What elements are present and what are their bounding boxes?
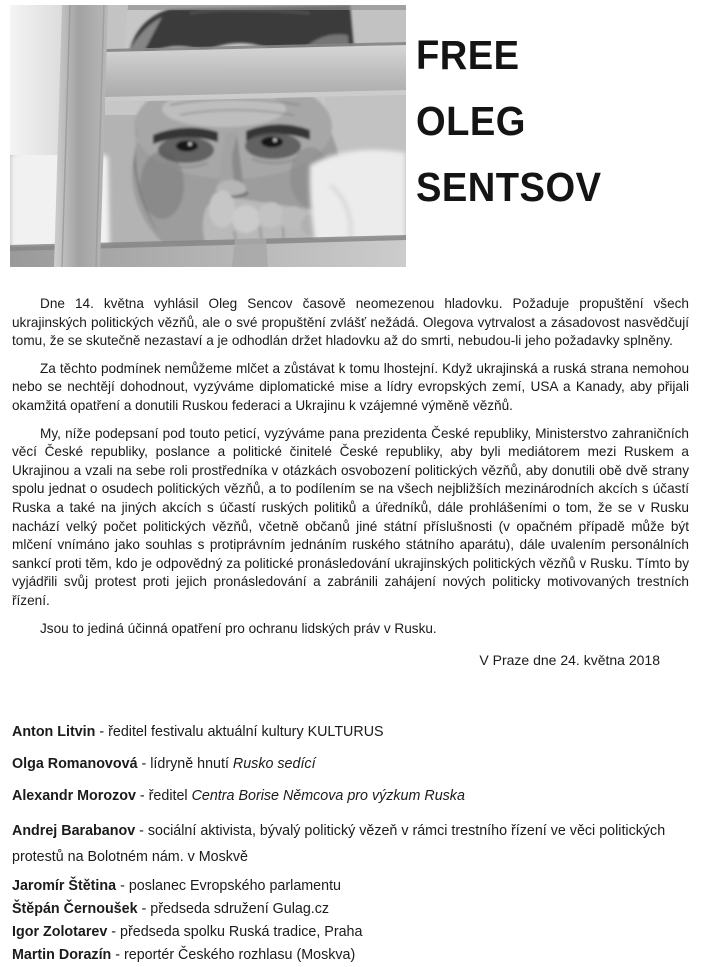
signatory-separator: - (135, 788, 149, 804)
signatory-separator: - (135, 823, 148, 839)
petition-paragraph-1: Dne 14. května vyhlásil Oleg Sencov časově neomezenou hladovku. Požaduje propuštění všech ukrajinských politických vězňů, ale o své propuštění zvlášť nežádá. Olegova vytrvalost a zásadovost nasvědčují tomu, že se skutečně nezastaví a je odhodlán držet hladovku až do smrti, nebudou-li jeho požadavky splněny. (12, 296, 689, 349)
signatory-name: Jaromír Štětina (12, 878, 117, 894)
signatory-separator: - (111, 947, 125, 963)
signatory-name: Igor Zolotarev (12, 924, 108, 940)
title-line-free: FREE (416, 32, 520, 78)
signatory-role: předseda sdružení Gulag.cz (150, 901, 330, 917)
signatory-role: poslanec Evropského parlamentu (128, 878, 342, 894)
signatory-row (12, 786, 690, 807)
sentsov-photo (10, 5, 406, 267)
signatory-role-italic: Rusko sedící (232, 756, 316, 772)
signatory-role: lídryně hnutí (150, 756, 233, 772)
signatory-role: předseda spolku Ruská tradice, Praha (120, 924, 363, 940)
signatory-role: sociální aktivista, bývalý politický vězeň v rámci trestního řízení ve věci politických protestů na Bolotném nám. v Moskvě (12, 823, 666, 865)
signatory-name: Alexandr Morozov (12, 788, 136, 804)
petition-paragraph-3: My, níže podepsaní pod touto peticí, vyzýváme pana prezidenta České republiky, Ministerstvo zahraničních věcí České republiky, poslance a politické činitelé České republiky, aby byli mediátorem mezi Ruskem a Ukrajinou a vzali na sebe roli prostředníka v otázkách osvobození politických vězňů, aby donutili obě dvě strany spolu jednat o osudech politických vězňů, a to podílením se na všech nejbližších mezinárodních akcích s účastí Ruska a také na jiných akcích s účastí ruských politiků a úředníků, dále prohlášeními o tom, že se v Rusku nachází velký počet politických vězňů, včetně občanů jiné státní příslušnosti (v opačném případě může být mlčení vnímáno jako souhlas s protiprávním jednáním ruského státního aparátu), dále uvalením personálních sankcí proti těm, kdo je odpovědný za politické pronásledování ukrajinských politických vězňů v Rusku. Tímto by vyjádřili svůj protest proti jejich pronásledování a zabránili zahájení nových politicky motivovaných trestních řízení. (12, 425, 689, 608)
signatory-separator: - (107, 924, 121, 940)
signatory-role: reportér Českého rozhlasu (Moskva) (124, 947, 356, 963)
page-title (416, 22, 601, 220)
title-line-oleg: OLEG (416, 98, 526, 144)
title-line-sentsov: SENTSOV (416, 164, 602, 210)
petition-paragraph-4: Jsou to jediná účinná opatření pro ochranu lidských práv v Rusku. (40, 620, 437, 636)
signatory-name: Anton Litvin (12, 724, 96, 740)
signatory-name: Štěpán Černoušek (12, 901, 138, 917)
signatory-separator: - (137, 901, 151, 917)
signatory-name: Andrej Barabanov (12, 823, 136, 839)
petition-body (12, 295, 689, 647)
signatory-role: ředitel festivalu aktuální kultury KULTURUS (108, 724, 384, 740)
signatory-separator: - (95, 724, 109, 740)
signatory-separator: - (137, 756, 151, 772)
date-line: V Praze dne 24. května 2018 (479, 652, 660, 668)
signatory-name: Martin Dorazín (12, 947, 112, 963)
signatory-separator: - (116, 878, 129, 894)
signatory-row (12, 875, 690, 898)
signatory-role: ředitel (148, 788, 192, 804)
signatory-row (12, 921, 690, 944)
signatory-row (12, 944, 690, 967)
signatories-list (12, 722, 690, 967)
signatory-row (12, 818, 690, 870)
signatory-row (12, 722, 690, 743)
signatory-role-italic: Centra Borise Němcova pro výzkum Ruska (191, 788, 465, 804)
petition-paragraph-2: Za těchto podmínek nemůžeme mlčet a zůstávat k tomu lhostejní. Když ukrajinská a ruská strana nemohou nebo se nechtějí dohodnout, vyzýváme diplomatické mise a lídry evropských zemí, USA a Kanady, aby přijali okamžitá opatření a donutili Ruskou federaci a Ukrajinu k vzájemné výměně vězňů. (12, 360, 689, 413)
signatory-row (12, 898, 690, 921)
signatory-row (12, 754, 690, 775)
signatory-name: Olga Romanovová (12, 756, 138, 772)
